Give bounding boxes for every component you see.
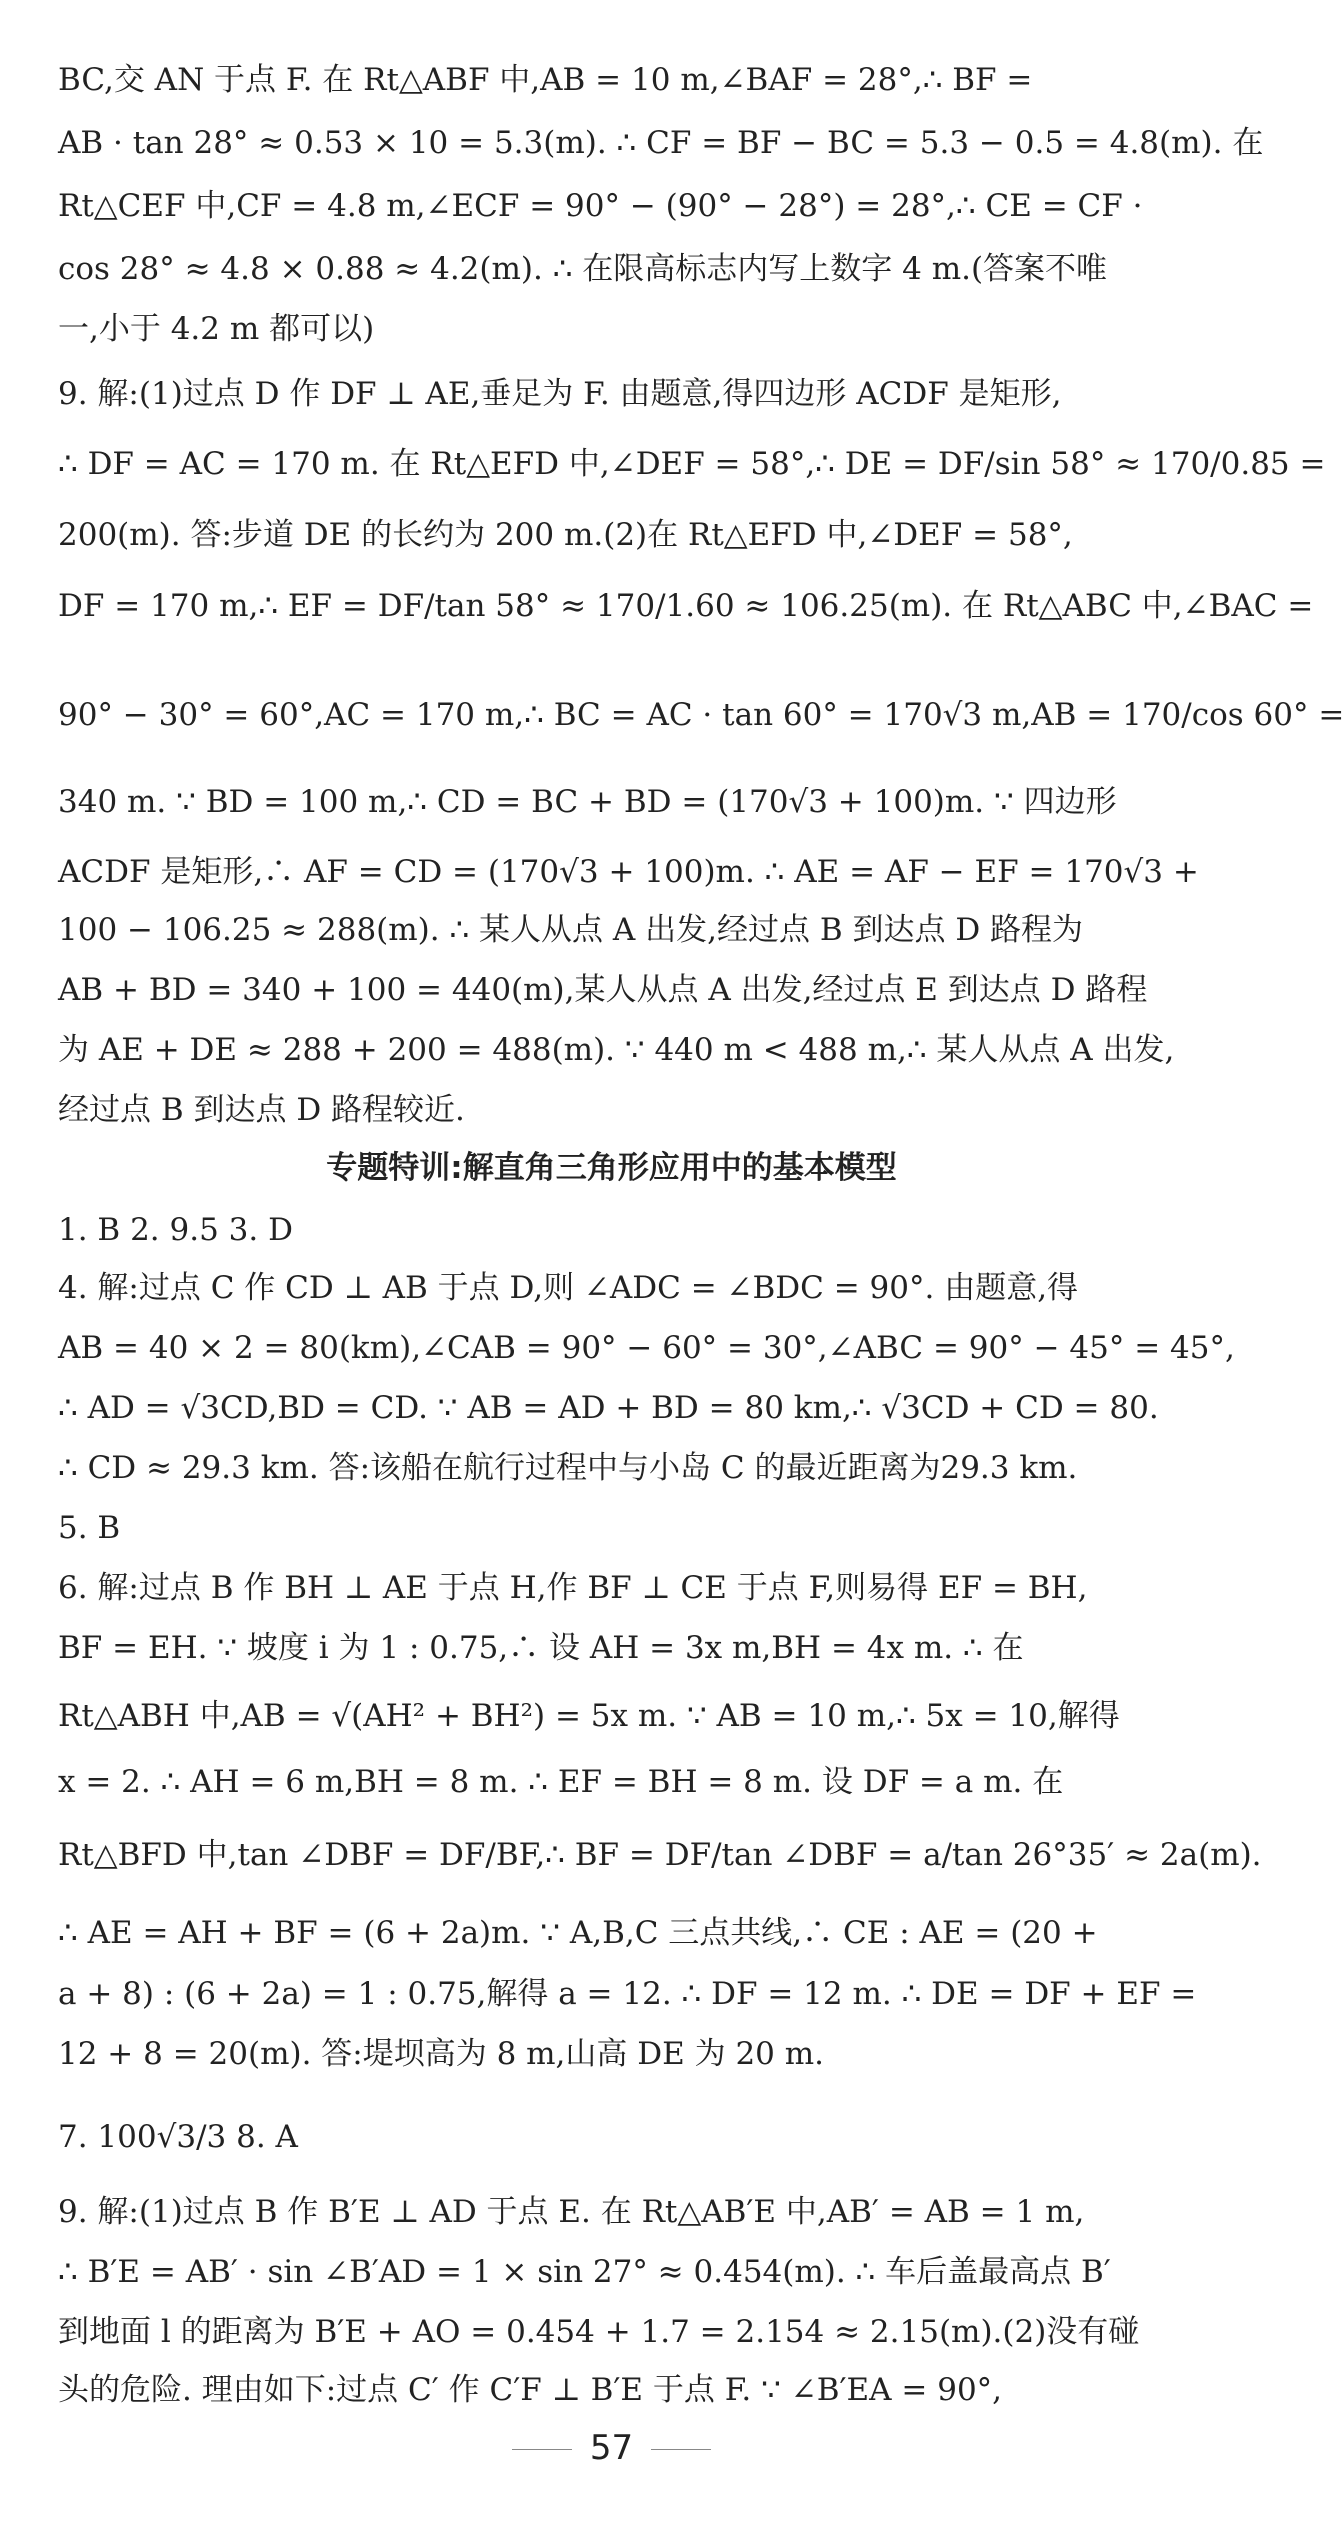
- text-line: AB + BD = 340 + 100 = 440(m),某人从点 A 出发,经过点 E 到达点 D 路程: [58, 972, 1148, 1008]
- page-number-dash: [512, 2449, 572, 2450]
- problem-5-line: 5. B: [58, 1510, 121, 1546]
- text-line: AB = 40 × 2 = 80(km),∠CAB = 90° − 60° = 30°,∠ABC = 90° − 45° = 45°,: [58, 1330, 1235, 1366]
- problem-9-line: 9. 解:(1)过点 D 作 DF ⊥ AE,垂足为 F. 由题意,得四边形 ACDF 是矩形,: [58, 376, 1062, 412]
- text-line: ∴ DF = AC = 170 m. 在 Rt△EFD 中,∠DEF = 58°,∴ DE = DF/sin 58° ≈ 170/0.85 =: [58, 446, 1326, 482]
- text-line: 为 AE + DE ≈ 288 + 200 = 488(m). ∵ 440 m < 488 m,∴ 某人从点 A 出发,: [58, 1032, 1175, 1068]
- problem-9-part-line: 9. 解:(1)过点 B 作 B′E ⊥ AD 于点 E. 在 Rt△AB′E 中,AB′ = AB = 1 m,: [58, 2194, 1085, 2230]
- text-line: AB · tan 28° ≈ 0.53 × 10 = 5.3(m). ∴ CF = BF − BC = 5.3 − 0.5 = 4.8(m). 在: [58, 125, 1264, 161]
- text-line: 100 − 106.25 ≈ 288(m). ∴ 某人从点 A 出发,经过点 B 到达点 D 路程为: [58, 912, 1084, 948]
- text-line: 到地面 l 的距离为 B′E + AO = 0.454 + 1.7 = 2.154 ≈ 2.15(m).(2)没有碰: [58, 2314, 1140, 2350]
- short-answers-line: 7. 100√3/3 8. A: [58, 2119, 298, 2155]
- text-line: ∴ AD = √3CD,BD = CD. ∵ AB = AD + BD = 80 km,∴ √3CD + CD = 80.: [58, 1390, 1159, 1426]
- problem-6-line: 6. 解:过点 B 作 BH ⊥ AE 于点 H,作 BF ⊥ CE 于点 F,则易得 EF = BH,: [58, 1570, 1088, 1606]
- text-line: 340 m. ∵ BD = 100 m,∴ CD = BC + BD = (170√3 + 100)m. ∵ 四边形: [58, 784, 1117, 820]
- text-line: Rt△ABH 中,AB = √(AH² + BH²) = 5x m. ∵ AB = 10 m,∴ 5x = 10,解得: [58, 1698, 1120, 1734]
- text-line: a + 8) : (6 + 2a) = 1 : 0.75,解得 a = 12. ∴ DF = 12 m. ∴ DE = DF + EF =: [58, 1976, 1197, 2012]
- text-line: 200(m). 答:步道 DE 的长约为 200 m.(2)在 Rt△EFD 中,∠DEF = 58°,: [58, 517, 1073, 553]
- problem-4-line: 4. 解:过点 C 作 CD ⊥ AB 于点 D,则 ∠ADC = ∠BDC = 90°. 由题意,得: [58, 1270, 1079, 1306]
- text-line: ∴ AE = AH + BF = (6 + 2a)m. ∵ A,B,C 三点共线,∴ CE : AE = (20 +: [58, 1915, 1098, 1951]
- text-line: DF = 170 m,∴ EF = DF/tan 58° ≈ 170/1.60 ≈ 106.25(m). 在 Rt△ABC 中,∠BAC =: [58, 588, 1314, 624]
- text-line: 90° − 30° = 60°,AC = 170 m,∴ BC = AC · tan 60° = 170√3 m,AB = 170/cos 60° =: [58, 697, 1344, 733]
- text-line: ACDF 是矩形,∴ AF = CD = (170√3 + 100)m. ∴ AE = AF − EF = 170√3 +: [58, 854, 1199, 890]
- text-line: Rt△CEF 中,CF = 4.8 m,∠ECF = 90° − (90° − 28°) = 28°,∴ CE = CF ·: [58, 188, 1143, 224]
- section-heading: 专题特训:解直角三角形应用中的基本模型: [326, 1150, 897, 1186]
- text-line: 经过点 B 到达点 D 路程较近.: [58, 1092, 465, 1128]
- page-number: [0, 2428, 1223, 2468]
- page-number-dash: [651, 2449, 711, 2450]
- text-line: x = 2. ∴ AH = 6 m,BH = 8 m. ∴ EF = BH = 8 m. 设 DF = a m. 在: [58, 1764, 1064, 1800]
- text-line: 头的危险. 理由如下:过点 C′ 作 C′F ⊥ B′E 于点 F. ∵ ∠B′EA = 90°,: [58, 2372, 1003, 2408]
- text-line: BC,交 AN 于点 F. 在 Rt△ABF 中,AB = 10 m,∠BAF = 28°,∴ BF =: [58, 62, 1033, 98]
- text-line: BF = EH. ∵ 坡度 i 为 1 : 0.75,∴ 设 AH = 3x m,BH = 4x m. ∴ 在: [58, 1630, 1024, 1666]
- short-answers-line: 1. B 2. 9.5 3. D: [58, 1212, 293, 1248]
- text-line: Rt△BFD 中,tan ∠DBF = DF/BF,∴ BF = DF/tan ∠DBF = a/tan 26°35′ ≈ 2a(m).: [58, 1837, 1262, 1873]
- text-line: ∴ B′E = AB′ · sin ∠B′AD = 1 × sin 27° ≈ 0.454(m). ∴ 车后盖最高点 B′: [58, 2254, 1111, 2290]
- text-line: cos 28° ≈ 4.8 × 0.88 ≈ 4.2(m). ∴ 在限高标志内写上数字 4 m.(答案不唯: [58, 251, 1108, 287]
- text-line: 一,小于 4.2 m 都可以): [58, 311, 375, 347]
- text-line: 12 + 8 = 20(m). 答:堤坝高为 8 m,山高 DE 为 20 m.: [58, 2036, 824, 2072]
- page-number-value: 57: [589, 2428, 634, 2468]
- text-line: ∴ CD ≈ 29.3 km. 答:该船在航行过程中与小岛 C 的最近距离为29.3 km.: [58, 1450, 1078, 1486]
